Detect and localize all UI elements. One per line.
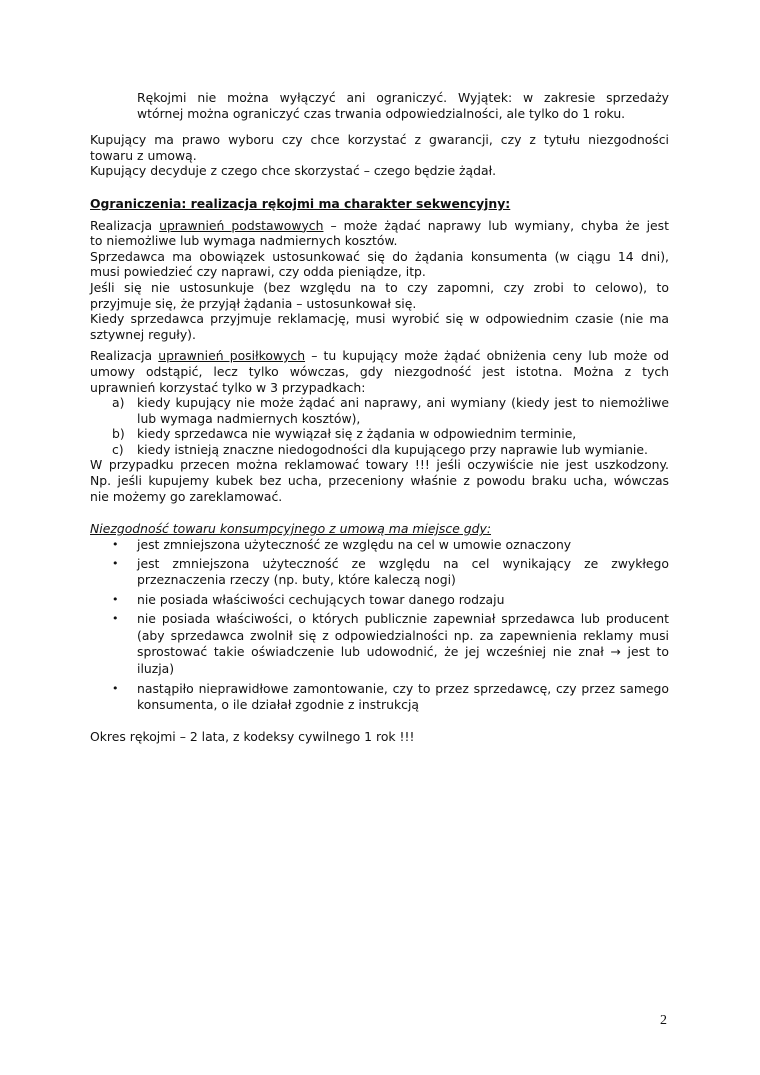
posilkowe-line-2: umowy odstąpić, lecz tylko wówczas, gdy niezgodność jest istotna. Można z tych [90, 363, 669, 379]
page-number: 2 [660, 1013, 667, 1028]
list-item [90, 681, 669, 712]
bullet-icon: • [112, 682, 119, 696]
kupujacy-line-1: Kupujący ma prawo wyboru czy chce korzystać z gwarancji, czy z tytułu niezgodności [90, 132, 669, 148]
list-item-text: jest zmniejszona użyteczność ze względu na cel w umowie oznaczony [137, 536, 572, 552]
obowiazek-line-1: Sprzedawca ma obowiązek ustosunkować się do żądania konsumenta (w ciągu 14 dni), [90, 248, 669, 264]
posilkowe-line-1 [90, 348, 669, 364]
list-item [90, 556, 669, 587]
bullet-icon: • [112, 557, 119, 571]
bullet-icon: • [112, 592, 119, 606]
przeceny-line-1: W przypadku przecen można reklamować towary !!! jeśli oczywiście nie jest uszkodzony. [90, 457, 669, 473]
ustosunkowanie-line-2: przyjmuje się, że przyjął żądania – ustosunkował się. [90, 295, 417, 311]
list-item-text: nie posiada właściwości, o których publicznie zapewniał sprzedawca lub producent (aby sprzedawca zwolnił się z odpowiedzialności np. za zapewnienia reklamy musi sprostować takie oświadczenie lub udowodnić, że jej wcześniej nie znał → jest to iluzja) [137, 611, 669, 676]
list-item [90, 426, 669, 442]
list-item-text: jest zmniejszona użyteczność ze względu na cel wynikający ze zwykłego przeznaczenia rzeczy (np. buty, które kaleczą nogi) [137, 556, 669, 588]
obowiazek-line-2: musi powiedzieć czy naprawi, czy odda pieniądze, itp. [90, 264, 426, 280]
bullet-icon: • [112, 537, 119, 551]
posilkowe-line-3: uprawnień korzystać tylko w 3 przypadkach: [90, 379, 366, 395]
podstawowe-suffix: – może żądać naprawy lub wymiany, chyba że jest [323, 217, 669, 233]
przeceny-line-3: nie możemy go zareklamować. [90, 488, 283, 504]
kupujacy-line-3: Kupujący decyduje z czego chce skorzystać – czego będzie żądał. [90, 163, 497, 179]
podstawowe-line-1 [90, 218, 669, 234]
kupujacy-line-2: towaru z umową. [90, 147, 197, 163]
list-item [90, 611, 669, 677]
uprawnienia-posilkowe-term: uprawnień posiłkowych [158, 348, 306, 364]
okres-rekojmi: Okres rękojmi – 2 lata, z kodeksy cywilnego 1 rok !!! [90, 729, 415, 745]
list-item-text: nie posiada właściwości cechujących towar danego rodzaju [137, 591, 505, 607]
podstawowe-prefix: Realizacja [90, 217, 160, 233]
bullet-icon: • [112, 612, 119, 626]
document-page [90, 90, 669, 745]
posilkowe-suffix: – tu kupujący może żądać obniżenia ceny lub może od [305, 348, 669, 364]
podstawowe-line-2: to niemożliwe lub wymaga nadmiernych kosztów. [90, 233, 398, 249]
list-item [90, 442, 669, 458]
przeceny-line-2: Np. jeśli kupujemy kubek bez ucha, przeceniony właśnie z powodu braku ucha, wówczas [90, 473, 669, 489]
reklamacja-line-2: sztywnej reguły). [90, 326, 196, 342]
list-item-text: kiedy kupujący nie może żądać ani naprawy, ani wymiany (kiedy jest to niemożliwe lub wymaga nadmiernych kosztów), [137, 395, 669, 426]
niezgodnosc-list [90, 537, 669, 713]
section-heading-ograniczenia: Ograniczenia: realizacja rękojmi ma charakter sekwencyjny: [90, 195, 511, 211]
list-item [90, 395, 669, 426]
list-item [90, 592, 669, 608]
reklamacja-line-1: Kiedy sprzedawca przyjmuje reklamację, musi wyrobić się w odpowiednim czasie (nie ma [90, 311, 669, 327]
list-item-text: nastąpiło nieprawidłowe zamontowanie, czy to przez sprzedawcę, czy przez samego konsumenta, o ile działał zgodnie z instrukcją [137, 681, 669, 712]
list-marker: c) [112, 441, 124, 457]
ustosunkowanie-line-1: Jeśli się nie ustosunkuje (bez względu na to czy zapomni, czy zrobi to celowo), to [90, 279, 669, 295]
cases-list [90, 395, 669, 457]
posilkowe-prefix: Realizacja [90, 348, 159, 364]
list-item [90, 537, 669, 553]
rekojmi-line-1: Rękojmi nie można wyłączyć ani ograniczyć. Wyjątek: w zakresie sprzedaży [137, 90, 669, 105]
section-heading-niezgodnosc: Niezgodność towaru konsumpcyjnego z umową ma miejsce gdy: [90, 521, 492, 537]
uprawnienia-podstawowe-term: uprawnień podstawowych [159, 217, 324, 233]
list-marker: b) [112, 426, 125, 442]
rekojmi-line-2: wtórnej można ograniczyć czas trwania odpowiedzialności, ale tylko do 1 roku. [137, 105, 626, 121]
list-marker: a) [112, 395, 125, 411]
list-item-text: kiedy istnieją znaczne niedogodności dla kupującego przy naprawie lub wymianie. [137, 441, 648, 457]
list-item-text: kiedy sprzedawca nie wywiązał się z żądania w odpowiednim terminie, [137, 426, 577, 442]
